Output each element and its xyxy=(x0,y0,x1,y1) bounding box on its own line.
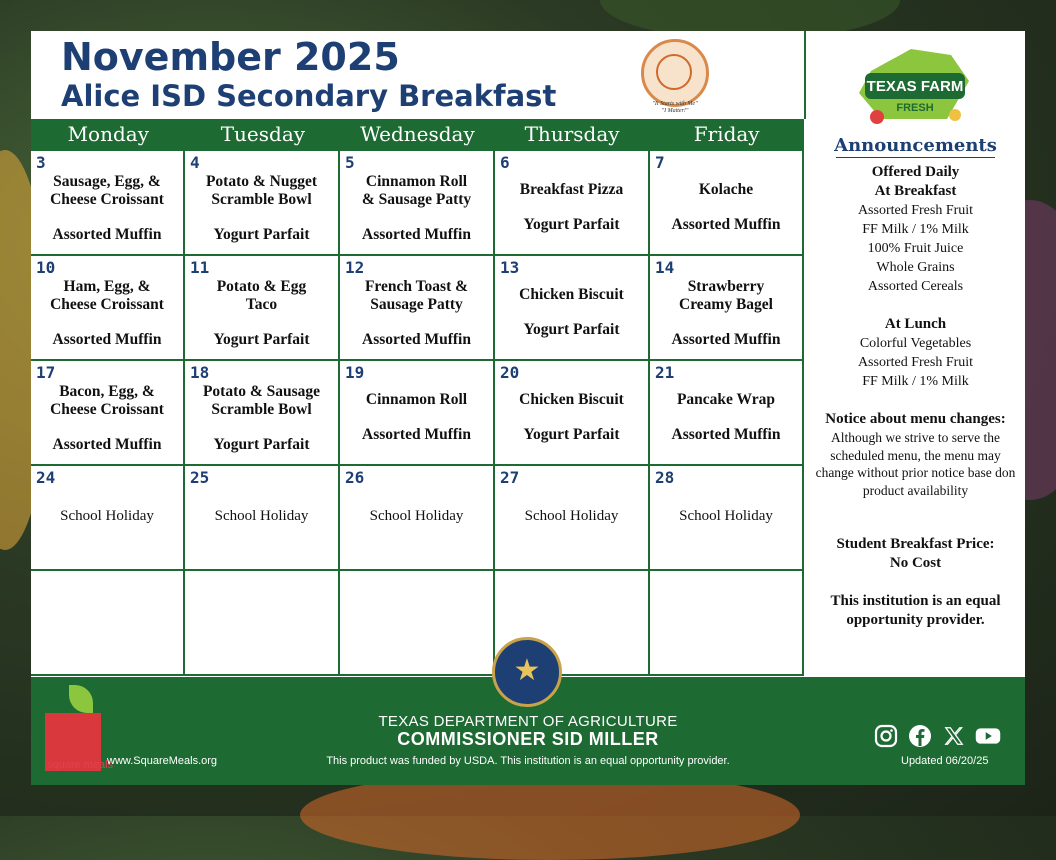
side-item xyxy=(187,331,336,349)
holiday-label: School Holiday xyxy=(60,508,154,524)
menu-item-line: Assorted Muffin xyxy=(52,436,162,453)
menu-item-line: Assorted Muffin xyxy=(671,216,781,233)
day-number: 5 xyxy=(345,153,355,172)
calendar-day-cell xyxy=(650,361,804,466)
weekday-tuesday: Tuesday xyxy=(220,122,306,146)
breakfast-item: 100% Fruit Juice xyxy=(867,241,964,256)
menu-item-line: Pancake Wrap xyxy=(676,391,776,408)
announcements-divider xyxy=(836,157,995,158)
calendar-day-cell xyxy=(185,256,340,361)
calendar-day-cell xyxy=(650,466,804,571)
svg-text:TEXAS FARM: TEXAS FARM xyxy=(866,78,964,95)
calendar-day-cell xyxy=(31,361,185,466)
side-item xyxy=(342,226,491,244)
menu-item-line: Yogurt Parfait xyxy=(523,216,620,233)
day-number: 13 xyxy=(500,258,520,277)
main-entree xyxy=(187,278,336,314)
menu-item-line: Yogurt Parfait xyxy=(523,321,620,338)
square-meals-leaf-icon xyxy=(69,685,93,713)
main-entree xyxy=(652,278,800,314)
month-title: November 2025 xyxy=(61,35,400,79)
breakfast-item: FF Milk / 1% Milk xyxy=(862,222,969,237)
calendar-day-cell xyxy=(495,151,650,256)
day-number: 17 xyxy=(36,363,56,382)
offered-daily-heading: Offered Daily xyxy=(871,164,960,180)
day-number: 3 xyxy=(36,153,46,172)
square-meals-wordmark: square meals xyxy=(47,759,114,771)
calendar-day-cell xyxy=(31,256,185,361)
menu-sheet xyxy=(31,31,1025,785)
menu-item-line: Assorted Muffin xyxy=(362,426,471,443)
menu-item-line: Potato & Sausage xyxy=(202,383,321,400)
calendar-day-cell xyxy=(495,466,650,571)
weekday-header-row xyxy=(31,119,804,151)
calendar-grid xyxy=(31,151,804,677)
calendar-day-cell xyxy=(31,151,185,256)
menu-item-line: Cheese Croissant xyxy=(50,191,164,208)
calendar-day-cell xyxy=(650,151,804,256)
calendar-day-cell xyxy=(340,361,495,466)
side-item xyxy=(33,226,181,244)
menu-item-line: Taco xyxy=(245,296,278,313)
day-number: 10 xyxy=(36,258,56,277)
menu-item-line: Assorted Muffin xyxy=(671,426,781,443)
side-item xyxy=(497,426,646,444)
main-entree xyxy=(33,173,181,209)
side-item xyxy=(33,331,181,349)
holiday-label: School Holiday xyxy=(369,508,464,524)
lunch-item: FF Milk / 1% Milk xyxy=(862,374,969,389)
calendar-day-cell xyxy=(185,571,340,676)
menu-item-line: Assorted Muffin xyxy=(52,226,162,243)
calendar-day-cell xyxy=(650,256,804,361)
day-number: 11 xyxy=(190,258,210,277)
day-number: 21 xyxy=(655,363,675,382)
day-number: 6 xyxy=(500,153,510,172)
main-entree xyxy=(497,181,646,199)
main-entree xyxy=(187,173,336,209)
menu-item-line: Potato & Nugget xyxy=(205,173,318,190)
calendar-day-cell xyxy=(340,151,495,256)
calendar-day-cell xyxy=(185,361,340,466)
day-number: 4 xyxy=(190,153,200,172)
side-item xyxy=(33,436,181,454)
notice-text: Although we strive to serve the scheduled menu, the menu may change without prior notice base don product availability xyxy=(815,430,1016,498)
calendar-day-cell xyxy=(340,466,495,571)
main-entree xyxy=(187,383,336,419)
calendar-day-cell xyxy=(340,256,495,361)
menu-item-line: Yogurt Parfait xyxy=(213,226,310,243)
day-number: 24 xyxy=(36,468,56,487)
menu-item-line: Sausage, Egg, & xyxy=(53,173,161,190)
district-seal-icon xyxy=(641,39,709,107)
menu-header xyxy=(31,31,806,119)
side-item xyxy=(342,426,491,444)
weekday-wednesday: Wednesday xyxy=(360,122,475,146)
calendar-day-cell xyxy=(185,151,340,256)
day-number: 20 xyxy=(500,363,520,382)
menu-item-line: Cheese Croissant xyxy=(50,296,164,313)
menu-item-line: Cinnamon Roll xyxy=(365,391,468,408)
menu-item-line: Scramble Bowl xyxy=(211,401,312,418)
side-item xyxy=(652,216,800,234)
day-number: 26 xyxy=(345,468,365,487)
price-label: Student Breakfast Price: xyxy=(836,536,995,552)
breakfast-item: Assorted Fresh Fruit xyxy=(857,203,974,218)
announcements-sidebar xyxy=(806,31,1025,677)
day-number: 27 xyxy=(500,468,520,487)
holiday-label: School Holiday xyxy=(214,508,309,524)
day-number: 28 xyxy=(655,468,675,487)
x-icon[interactable] xyxy=(941,723,967,749)
holiday-label: School Holiday xyxy=(679,508,773,524)
day-number: 18 xyxy=(190,363,210,382)
menu-item-line: Scramble Bowl xyxy=(211,191,312,208)
side-item xyxy=(187,226,336,244)
menu-item-line: Yogurt Parfait xyxy=(213,331,310,348)
announcements-body xyxy=(810,163,1021,630)
menu-item-line: Kolache xyxy=(698,181,754,198)
youtube-icon[interactable] xyxy=(975,723,1001,749)
menu-item-line: Yogurt Parfait xyxy=(523,426,620,443)
calendar-day-cell xyxy=(495,256,650,361)
main-entree xyxy=(497,391,646,409)
texas-farm-fresh-logo xyxy=(851,41,979,127)
side-item xyxy=(652,331,800,349)
at-lunch-heading: At Lunch xyxy=(884,316,947,332)
menu-item-line: Ham, Egg, & xyxy=(63,278,151,295)
instagram-icon[interactable] xyxy=(873,723,899,749)
menu-item-line: Chicken Biscuit xyxy=(519,391,624,408)
weekday-monday: Monday xyxy=(67,122,150,146)
notice-heading: Notice about menu changes: xyxy=(825,411,1006,427)
day-number: 7 xyxy=(655,153,665,172)
calendar-day-cell xyxy=(31,466,185,571)
menu-item-line: Sausage Patty xyxy=(370,296,463,313)
main-entree xyxy=(342,173,491,209)
breakfast-item: Whole Grains xyxy=(876,260,955,275)
breakfast-item: Assorted Cereals xyxy=(867,279,964,294)
side-item xyxy=(342,331,491,349)
main-entree xyxy=(33,383,181,419)
menu-item-line: Breakfast Pizza xyxy=(519,181,624,198)
holiday-label: School Holiday xyxy=(524,508,619,524)
social-links xyxy=(873,723,1001,749)
day-number: 25 xyxy=(190,468,210,487)
menu-item-line: Bacon, Egg, & xyxy=(59,383,155,400)
menu-item-line: Assorted Muffin xyxy=(362,331,471,348)
menu-item-line: Chicken Biscuit xyxy=(519,286,624,303)
lunch-item: Assorted Fresh Fruit xyxy=(857,355,974,370)
menu-item-line: Yogurt Parfait xyxy=(213,436,310,453)
seal-caption: "It Starts with Me" "I Matter!" xyxy=(652,101,698,114)
menu-item-line: Strawberry xyxy=(687,278,765,295)
square-meals-url[interactable]: www.SquareMeals.org xyxy=(107,755,218,767)
calendar-day-cell xyxy=(340,571,495,676)
menu-item-line: Potato & Egg xyxy=(216,278,307,295)
updated-date: Updated 06/20/25 xyxy=(901,755,989,767)
main-entree xyxy=(342,391,491,409)
main-entree xyxy=(33,278,181,314)
day-number: 12 xyxy=(345,258,365,277)
weekday-friday: Friday xyxy=(693,122,760,146)
announcements-title: Announcements xyxy=(834,135,997,156)
tda-name: TEXAS DEPARTMENT OF AGRICULTURE xyxy=(378,713,678,730)
equal-opportunity-statement: This institution is an equal opportunity provider. xyxy=(830,593,1001,628)
calendar-day-cell xyxy=(650,571,804,676)
menu-item-line: Creamy Bagel xyxy=(679,296,773,313)
calendar-day-cell xyxy=(31,571,185,676)
main-entree xyxy=(652,181,800,199)
menu-item-line: Cheese Croissant xyxy=(50,401,164,418)
calendar-day-cell xyxy=(185,466,340,571)
calendar-day-cell xyxy=(495,361,650,466)
facebook-icon[interactable] xyxy=(907,723,933,749)
side-item xyxy=(497,321,646,339)
day-number: 19 xyxy=(345,363,365,382)
menu-item-line: Cinnamon Roll xyxy=(365,173,468,190)
day-number: 14 xyxy=(655,258,675,277)
menu-item-line: Assorted Muffin xyxy=(671,331,781,348)
lunch-item: Colorful Vegetables xyxy=(859,336,972,351)
footer xyxy=(31,654,1025,785)
commissioner-name: COMMISSIONER SID MILLER xyxy=(397,729,659,749)
main-entree xyxy=(497,286,646,304)
side-item xyxy=(187,436,336,454)
main-entree xyxy=(342,278,491,314)
menu-item-line: French Toast & xyxy=(364,278,469,295)
weekday-thursday: Thursday xyxy=(524,122,620,146)
menu-item-line: Assorted Muffin xyxy=(362,226,471,243)
side-item xyxy=(652,426,800,444)
tda-seal-icon: ★ xyxy=(492,637,562,707)
svg-text:FRESH: FRESH xyxy=(896,102,934,114)
at-breakfast-heading: At Breakfast xyxy=(874,183,957,199)
menu-item-line: & Sausage Patty xyxy=(361,191,472,208)
menu-title: Alice ISD Secondary Breakfast xyxy=(61,79,557,113)
main-entree xyxy=(652,391,800,409)
side-item xyxy=(497,216,646,234)
price-value: No Cost xyxy=(889,555,942,571)
funding-statement: This product was funded by USDA. This institution is an equal opportunity provider. xyxy=(326,755,730,767)
menu-item-line: Assorted Muffin xyxy=(52,331,162,348)
